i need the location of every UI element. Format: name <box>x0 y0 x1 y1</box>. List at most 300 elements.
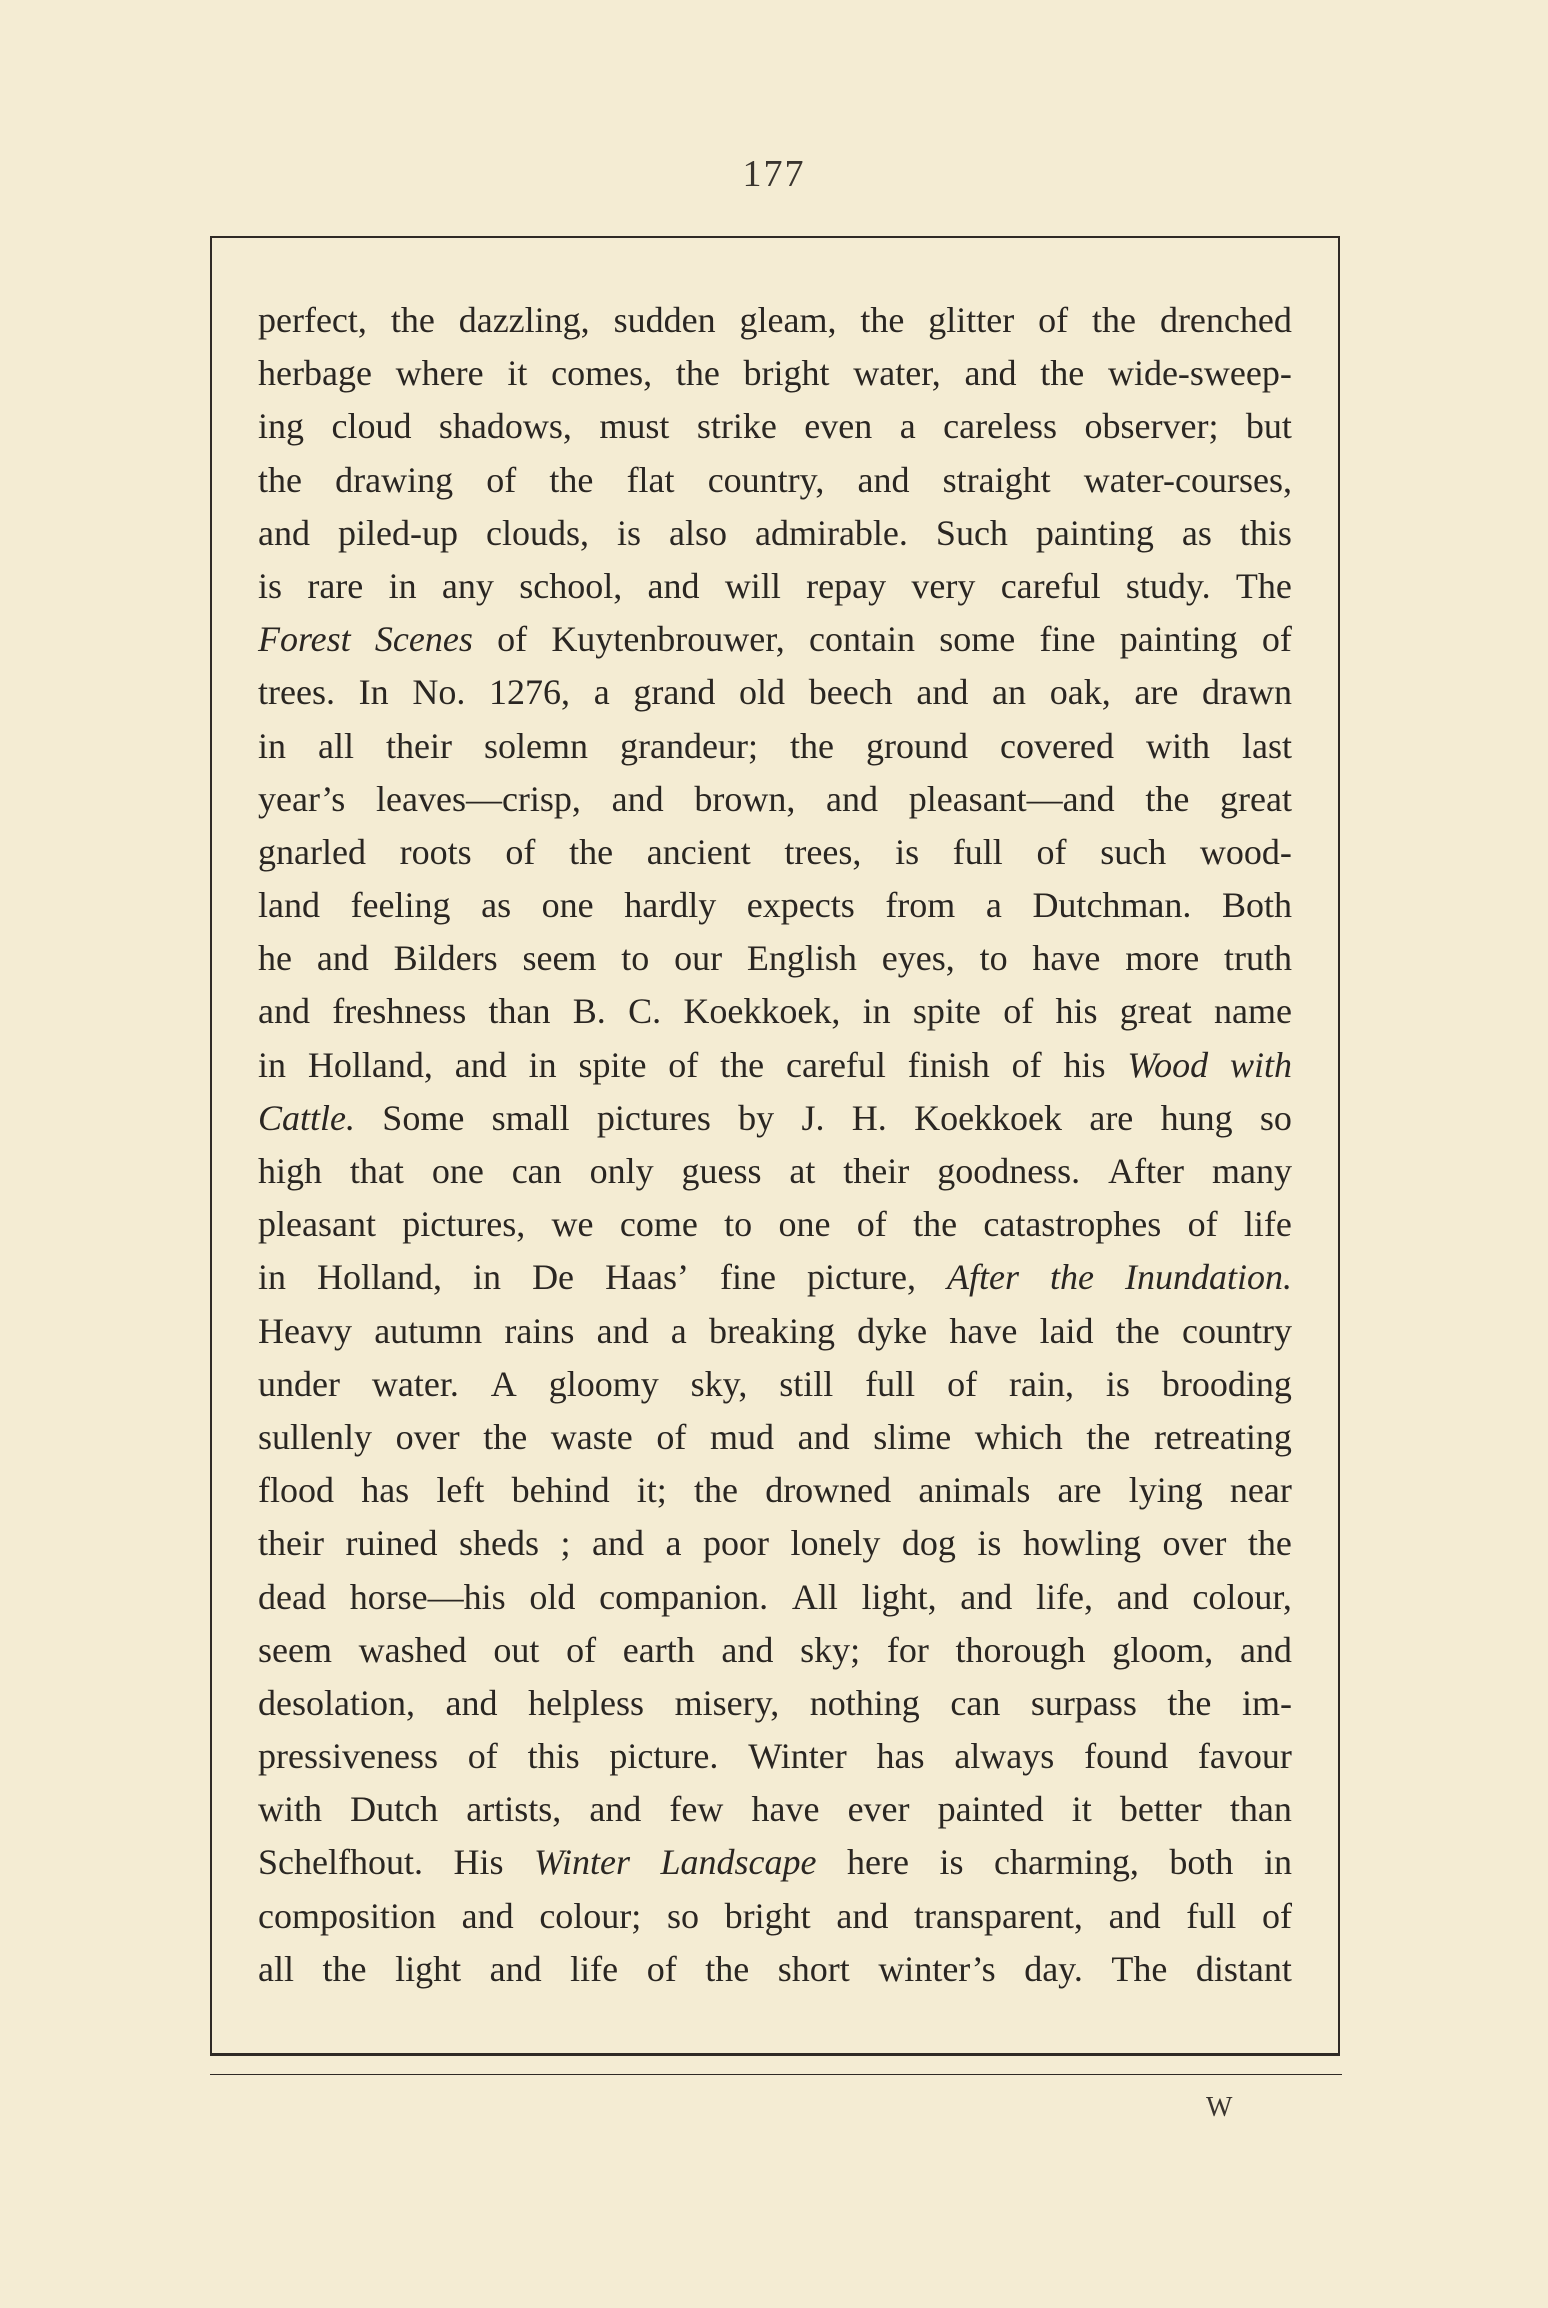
word: perfect, <box>258 300 367 340</box>
word: colour; <box>539 1895 642 1936</box>
word: full <box>952 831 1003 872</box>
word: washed <box>358 1629 467 1670</box>
word: Winter <box>748 1736 847 1777</box>
word: that <box>349 1151 404 1191</box>
word: in <box>1263 1842 1292 1883</box>
word: the <box>1145 778 1190 819</box>
word: helpless <box>528 1682 645 1723</box>
word: one <box>541 885 594 926</box>
word: by <box>738 1097 775 1138</box>
word: in <box>473 1257 502 1298</box>
word: all <box>258 1948 294 1989</box>
word: so <box>666 1895 699 1936</box>
word: Kuytenbrouwer, <box>551 619 785 660</box>
word: in <box>862 991 891 1032</box>
word: and <box>591 1523 644 1564</box>
italic-title-word: Forest <box>258 619 351 660</box>
word: some <box>939 619 1016 660</box>
word: of <box>1011 1044 1042 1085</box>
word: the <box>720 1044 765 1085</box>
word: desolation, <box>258 1682 415 1723</box>
word: one <box>431 1151 484 1191</box>
word: finish <box>907 1044 990 1085</box>
word: of <box>947 1363 978 1404</box>
text-line <box>258 1305 1292 1358</box>
word: English <box>746 938 857 979</box>
word: and <box>445 1682 498 1723</box>
word: eyes, <box>881 938 955 979</box>
word: sullenly <box>258 1416 372 1457</box>
word: light, <box>861 1576 937 1617</box>
text-line <box>258 294 1292 347</box>
word: but <box>1245 406 1292 447</box>
text-line <box>258 1943 1292 1996</box>
word: Heavy <box>258 1310 352 1351</box>
word: freshness <box>332 991 467 1032</box>
word: lying <box>1128 1470 1203 1511</box>
word: grand <box>633 672 716 713</box>
word: the <box>569 831 614 872</box>
word: are <box>1134 672 1179 713</box>
text-line <box>258 666 1292 719</box>
word: left <box>436 1470 485 1511</box>
word: piled-up <box>337 512 458 553</box>
word: De <box>532 1257 575 1298</box>
word: slime <box>873 1416 952 1457</box>
italic-title-word: the <box>1049 1257 1094 1298</box>
word: clouds, <box>485 512 589 553</box>
word: is <box>616 512 641 553</box>
word: life <box>570 1948 619 1989</box>
word: J. <box>801 1097 825 1138</box>
page-number: 177 <box>742 153 806 195</box>
word: pleasant—and <box>908 778 1115 819</box>
word: sudden <box>613 300 716 340</box>
word: of <box>1261 1895 1292 1936</box>
word: wide-sweep- <box>1107 353 1292 394</box>
word: this <box>527 1736 580 1777</box>
word: Some <box>382 1097 465 1138</box>
word: pleasant <box>258 1204 376 1245</box>
word: A <box>490 1363 517 1404</box>
word: poor <box>702 1523 769 1564</box>
word: old <box>739 672 786 713</box>
text-line <box>258 507 1292 560</box>
word: his <box>1055 991 1098 1032</box>
word: All <box>791 1576 838 1617</box>
word: their <box>843 1151 910 1191</box>
word: dead <box>258 1576 326 1617</box>
word: must <box>599 406 670 447</box>
word: hardly <box>624 885 717 926</box>
word: pictures, <box>402 1204 526 1245</box>
word: trees, <box>784 831 862 872</box>
word: fine <box>1039 619 1096 660</box>
word: artists, <box>466 1789 562 1830</box>
word: drenched <box>1159 300 1292 340</box>
word: and <box>960 1576 1013 1617</box>
word: C. <box>628 991 662 1032</box>
word: this <box>1239 512 1292 553</box>
word: their <box>386 725 453 766</box>
word: grandeur; <box>620 725 758 766</box>
word: a <box>593 672 610 713</box>
word: here <box>847 1842 909 1883</box>
word: comes, <box>551 353 653 394</box>
word: name <box>1214 991 1292 1032</box>
word: have <box>1032 938 1101 979</box>
word: No. <box>412 672 466 713</box>
word: more <box>1125 938 1200 979</box>
word: has <box>361 1470 410 1511</box>
word: horse—his <box>349 1576 506 1617</box>
word: and <box>964 353 1017 394</box>
word: oak, <box>1049 672 1111 713</box>
word: the <box>549 459 594 500</box>
word: winter’s <box>878 1948 996 1989</box>
word: painting <box>1035 512 1154 553</box>
word: Holland, <box>307 1044 433 1085</box>
word: gloomy <box>548 1363 659 1404</box>
word: Haas’ <box>605 1257 690 1298</box>
word: full <box>1186 1895 1237 1936</box>
word: the <box>322 1948 367 1989</box>
word: behind <box>511 1470 610 1511</box>
body-text <box>258 294 1292 1996</box>
word: and <box>647 565 700 606</box>
word: leaves—crisp, <box>376 778 581 819</box>
word: and <box>258 991 310 1032</box>
word: are <box>1057 1470 1102 1511</box>
word: companion. <box>599 1576 769 1617</box>
word: few <box>669 1789 724 1830</box>
word: rain, <box>1009 1363 1074 1404</box>
word: hung <box>1160 1097 1233 1138</box>
word: and <box>916 672 969 713</box>
word: The <box>1235 565 1292 606</box>
word: waste <box>550 1416 633 1457</box>
word: always <box>954 1736 1055 1777</box>
word: many <box>1211 1151 1292 1191</box>
word: wood- <box>1199 831 1292 872</box>
word: the <box>1040 353 1085 394</box>
word: Bilders <box>393 938 498 979</box>
word: land <box>258 885 320 926</box>
word: Such <box>935 512 1008 553</box>
word: which <box>974 1416 1063 1457</box>
text-line <box>258 1464 1292 1517</box>
word: herbage <box>258 353 372 394</box>
word: flat <box>626 459 675 500</box>
word: one <box>778 1204 831 1245</box>
word: pressiveness <box>258 1736 438 1777</box>
word: im- <box>1241 1682 1292 1723</box>
word: favour <box>1197 1736 1292 1777</box>
word: country <box>1181 1310 1292 1351</box>
word: ing <box>258 406 305 447</box>
word: and <box>826 778 879 819</box>
word: careful <box>786 1044 886 1085</box>
word: where <box>395 353 484 394</box>
word: Schelfhout. <box>258 1842 423 1883</box>
word: high <box>258 1151 323 1191</box>
word: seem <box>258 1629 332 1670</box>
word: is <box>258 565 283 606</box>
word: of <box>1036 831 1067 872</box>
text-line <box>258 1624 1292 1677</box>
word: truth <box>1224 938 1292 979</box>
word: a <box>985 885 1002 926</box>
italic-title-word: Landscape <box>660 1842 817 1883</box>
word: feeling <box>350 885 451 926</box>
word: gleam, <box>739 300 837 340</box>
word: nothing <box>809 1682 920 1723</box>
text-line <box>258 1358 1292 1411</box>
word: in <box>258 1044 287 1085</box>
word: the <box>705 1948 750 1989</box>
word: our <box>674 938 723 979</box>
word: old <box>529 1576 576 1617</box>
word: the <box>258 459 302 500</box>
word: and <box>461 1895 514 1936</box>
word: of <box>646 1948 677 1989</box>
word: the <box>1167 1682 1212 1723</box>
word: shadows, <box>438 406 572 447</box>
word: drowned <box>765 1470 892 1511</box>
italic-title-word: After <box>946 1257 1019 1298</box>
word: spite <box>912 991 981 1032</box>
word: it <box>1071 1789 1092 1830</box>
word: dog <box>901 1523 956 1564</box>
word: have <box>949 1310 1018 1351</box>
word: any <box>441 565 494 606</box>
signature-mark: W <box>1206 2092 1233 2123</box>
word: straight <box>942 459 1051 500</box>
text-line <box>258 400 1292 453</box>
word: glitter <box>928 300 1015 340</box>
word: come <box>619 1204 698 1245</box>
word: of <box>486 459 517 500</box>
word: of <box>1261 619 1292 660</box>
word: we <box>551 1204 594 1245</box>
word: thorough <box>955 1629 1086 1670</box>
word: even <box>804 406 873 447</box>
word: can <box>511 1151 562 1191</box>
bottom-rule <box>210 2074 1342 2075</box>
word: gnarled <box>258 831 366 872</box>
word: great <box>1119 991 1192 1032</box>
word: their <box>258 1523 324 1564</box>
word: autumn <box>374 1310 483 1351</box>
word: to <box>979 938 1008 979</box>
word: bright <box>743 353 830 394</box>
word: than <box>1229 1789 1292 1830</box>
italic-title-word: Cattle. <box>258 1097 355 1138</box>
word: the <box>483 1416 528 1457</box>
word: flood <box>258 1470 334 1511</box>
word: over <box>395 1416 460 1457</box>
word: The <box>1111 1948 1168 1989</box>
word: fine <box>720 1257 776 1298</box>
word: with <box>1145 725 1210 766</box>
word: short <box>777 1948 850 1989</box>
text-line <box>258 1783 1292 1836</box>
word: sheds <box>458 1523 539 1564</box>
word: cloud <box>331 406 412 447</box>
word: and <box>857 459 910 500</box>
word: at <box>789 1151 816 1191</box>
word: H. <box>851 1097 887 1138</box>
word: howling <box>1022 1523 1141 1564</box>
word: catastrophes <box>983 1204 1162 1245</box>
word: and <box>1108 1895 1161 1936</box>
word: an <box>992 672 1027 713</box>
word: has <box>876 1736 925 1777</box>
text-line <box>258 1145 1292 1198</box>
word: gloom, <box>1112 1629 1214 1670</box>
word: animals <box>918 1470 1031 1511</box>
word: water. <box>371 1363 459 1404</box>
word: sky, <box>690 1363 748 1404</box>
italic-title-word: Wood <box>1127 1044 1209 1085</box>
text-line <box>258 613 1292 666</box>
italic-title-word: Scenes <box>374 619 473 660</box>
word: country, <box>707 459 825 500</box>
word: dazzling, <box>458 300 590 340</box>
word: the <box>1092 300 1137 340</box>
word: the <box>694 1470 738 1511</box>
word: better <box>1119 1789 1202 1830</box>
word: only <box>589 1151 654 1191</box>
word: day. <box>1024 1948 1083 1989</box>
word: composition <box>258 1895 436 1936</box>
word: pictures <box>596 1097 711 1138</box>
word: such <box>1100 831 1167 872</box>
text-line <box>258 1198 1292 1251</box>
word: and <box>596 1310 649 1351</box>
word: of <box>656 1416 687 1457</box>
word: bright <box>724 1895 811 1936</box>
word: the <box>913 1204 958 1245</box>
word: from <box>885 885 956 926</box>
word: His <box>453 1842 504 1883</box>
word: study. <box>1125 565 1211 606</box>
text-line <box>258 773 1292 826</box>
word: to <box>724 1204 753 1245</box>
text-line <box>258 826 1292 879</box>
word: found <box>1084 1736 1169 1777</box>
word: his <box>1063 1044 1106 1085</box>
word: a <box>665 1523 682 1564</box>
text-line <box>258 1039 1292 1092</box>
italic-title-word: Inundation. <box>1124 1257 1292 1298</box>
word: water-courses, <box>1083 459 1292 500</box>
word: ever <box>847 1789 910 1830</box>
word: of <box>467 1736 498 1777</box>
text-line <box>258 1836 1292 1889</box>
word: than <box>488 991 551 1032</box>
word: In <box>358 672 389 713</box>
word: and <box>836 1895 889 1936</box>
word: charming, <box>993 1842 1139 1883</box>
word: and <box>611 778 664 819</box>
word: guess <box>681 1151 762 1191</box>
word: contain <box>809 619 916 660</box>
word: and <box>454 1044 507 1085</box>
italic-title-word: with <box>1229 1044 1292 1085</box>
word: painted <box>937 1789 1044 1830</box>
word: is <box>1105 1363 1130 1404</box>
word: year’s <box>258 778 346 819</box>
word: in <box>258 1257 287 1298</box>
word: careless <box>943 406 1058 447</box>
word: B. <box>572 991 606 1032</box>
word: careful <box>1000 565 1101 606</box>
word: drawn <box>1202 672 1292 713</box>
word: distant <box>1195 1948 1292 1989</box>
text-line <box>258 1092 1292 1145</box>
word: a <box>899 406 916 447</box>
word: rains <box>504 1310 575 1351</box>
word: drawing <box>335 459 454 500</box>
word: both <box>1169 1842 1234 1883</box>
text-line <box>258 454 1292 507</box>
word: ; <box>560 1523 571 1564</box>
word: expects <box>746 885 855 926</box>
word: colour, <box>1192 1576 1292 1617</box>
word: sky; <box>800 1629 861 1670</box>
word: the <box>1086 1416 1131 1457</box>
word: can <box>950 1682 1001 1723</box>
word: rare <box>307 565 364 606</box>
word: in <box>528 1044 557 1085</box>
word: strike <box>696 406 777 447</box>
text-line <box>258 1890 1292 1943</box>
word: is <box>895 831 920 872</box>
word: school, <box>519 565 623 606</box>
word: in <box>388 565 417 606</box>
word: and <box>1116 1576 1169 1617</box>
text-line <box>258 347 1292 400</box>
word: the <box>860 300 905 340</box>
word: he <box>258 938 292 979</box>
word: and <box>589 1789 642 1830</box>
text-line <box>258 879 1292 932</box>
word: will <box>724 565 781 606</box>
word: and <box>489 1948 542 1989</box>
word: brooding <box>1161 1363 1292 1404</box>
text-line <box>258 720 1292 773</box>
word: After <box>1108 1151 1185 1191</box>
word: to <box>621 938 650 979</box>
word: of <box>505 831 536 872</box>
word: Koekkoek, <box>683 991 841 1032</box>
word: of <box>566 1629 597 1670</box>
word: ruined <box>345 1523 438 1564</box>
word: it; <box>636 1470 667 1511</box>
word: painting <box>1119 619 1238 660</box>
word: repay <box>806 565 887 606</box>
word: and <box>258 512 310 553</box>
word: observer; <box>1084 406 1219 447</box>
word: is <box>939 1842 964 1883</box>
word: it <box>507 353 528 394</box>
text-line <box>258 1677 1292 1730</box>
word: also <box>668 512 727 553</box>
word: as <box>1181 512 1212 553</box>
word: life <box>1243 1204 1292 1245</box>
word: Dutch <box>350 1789 439 1830</box>
